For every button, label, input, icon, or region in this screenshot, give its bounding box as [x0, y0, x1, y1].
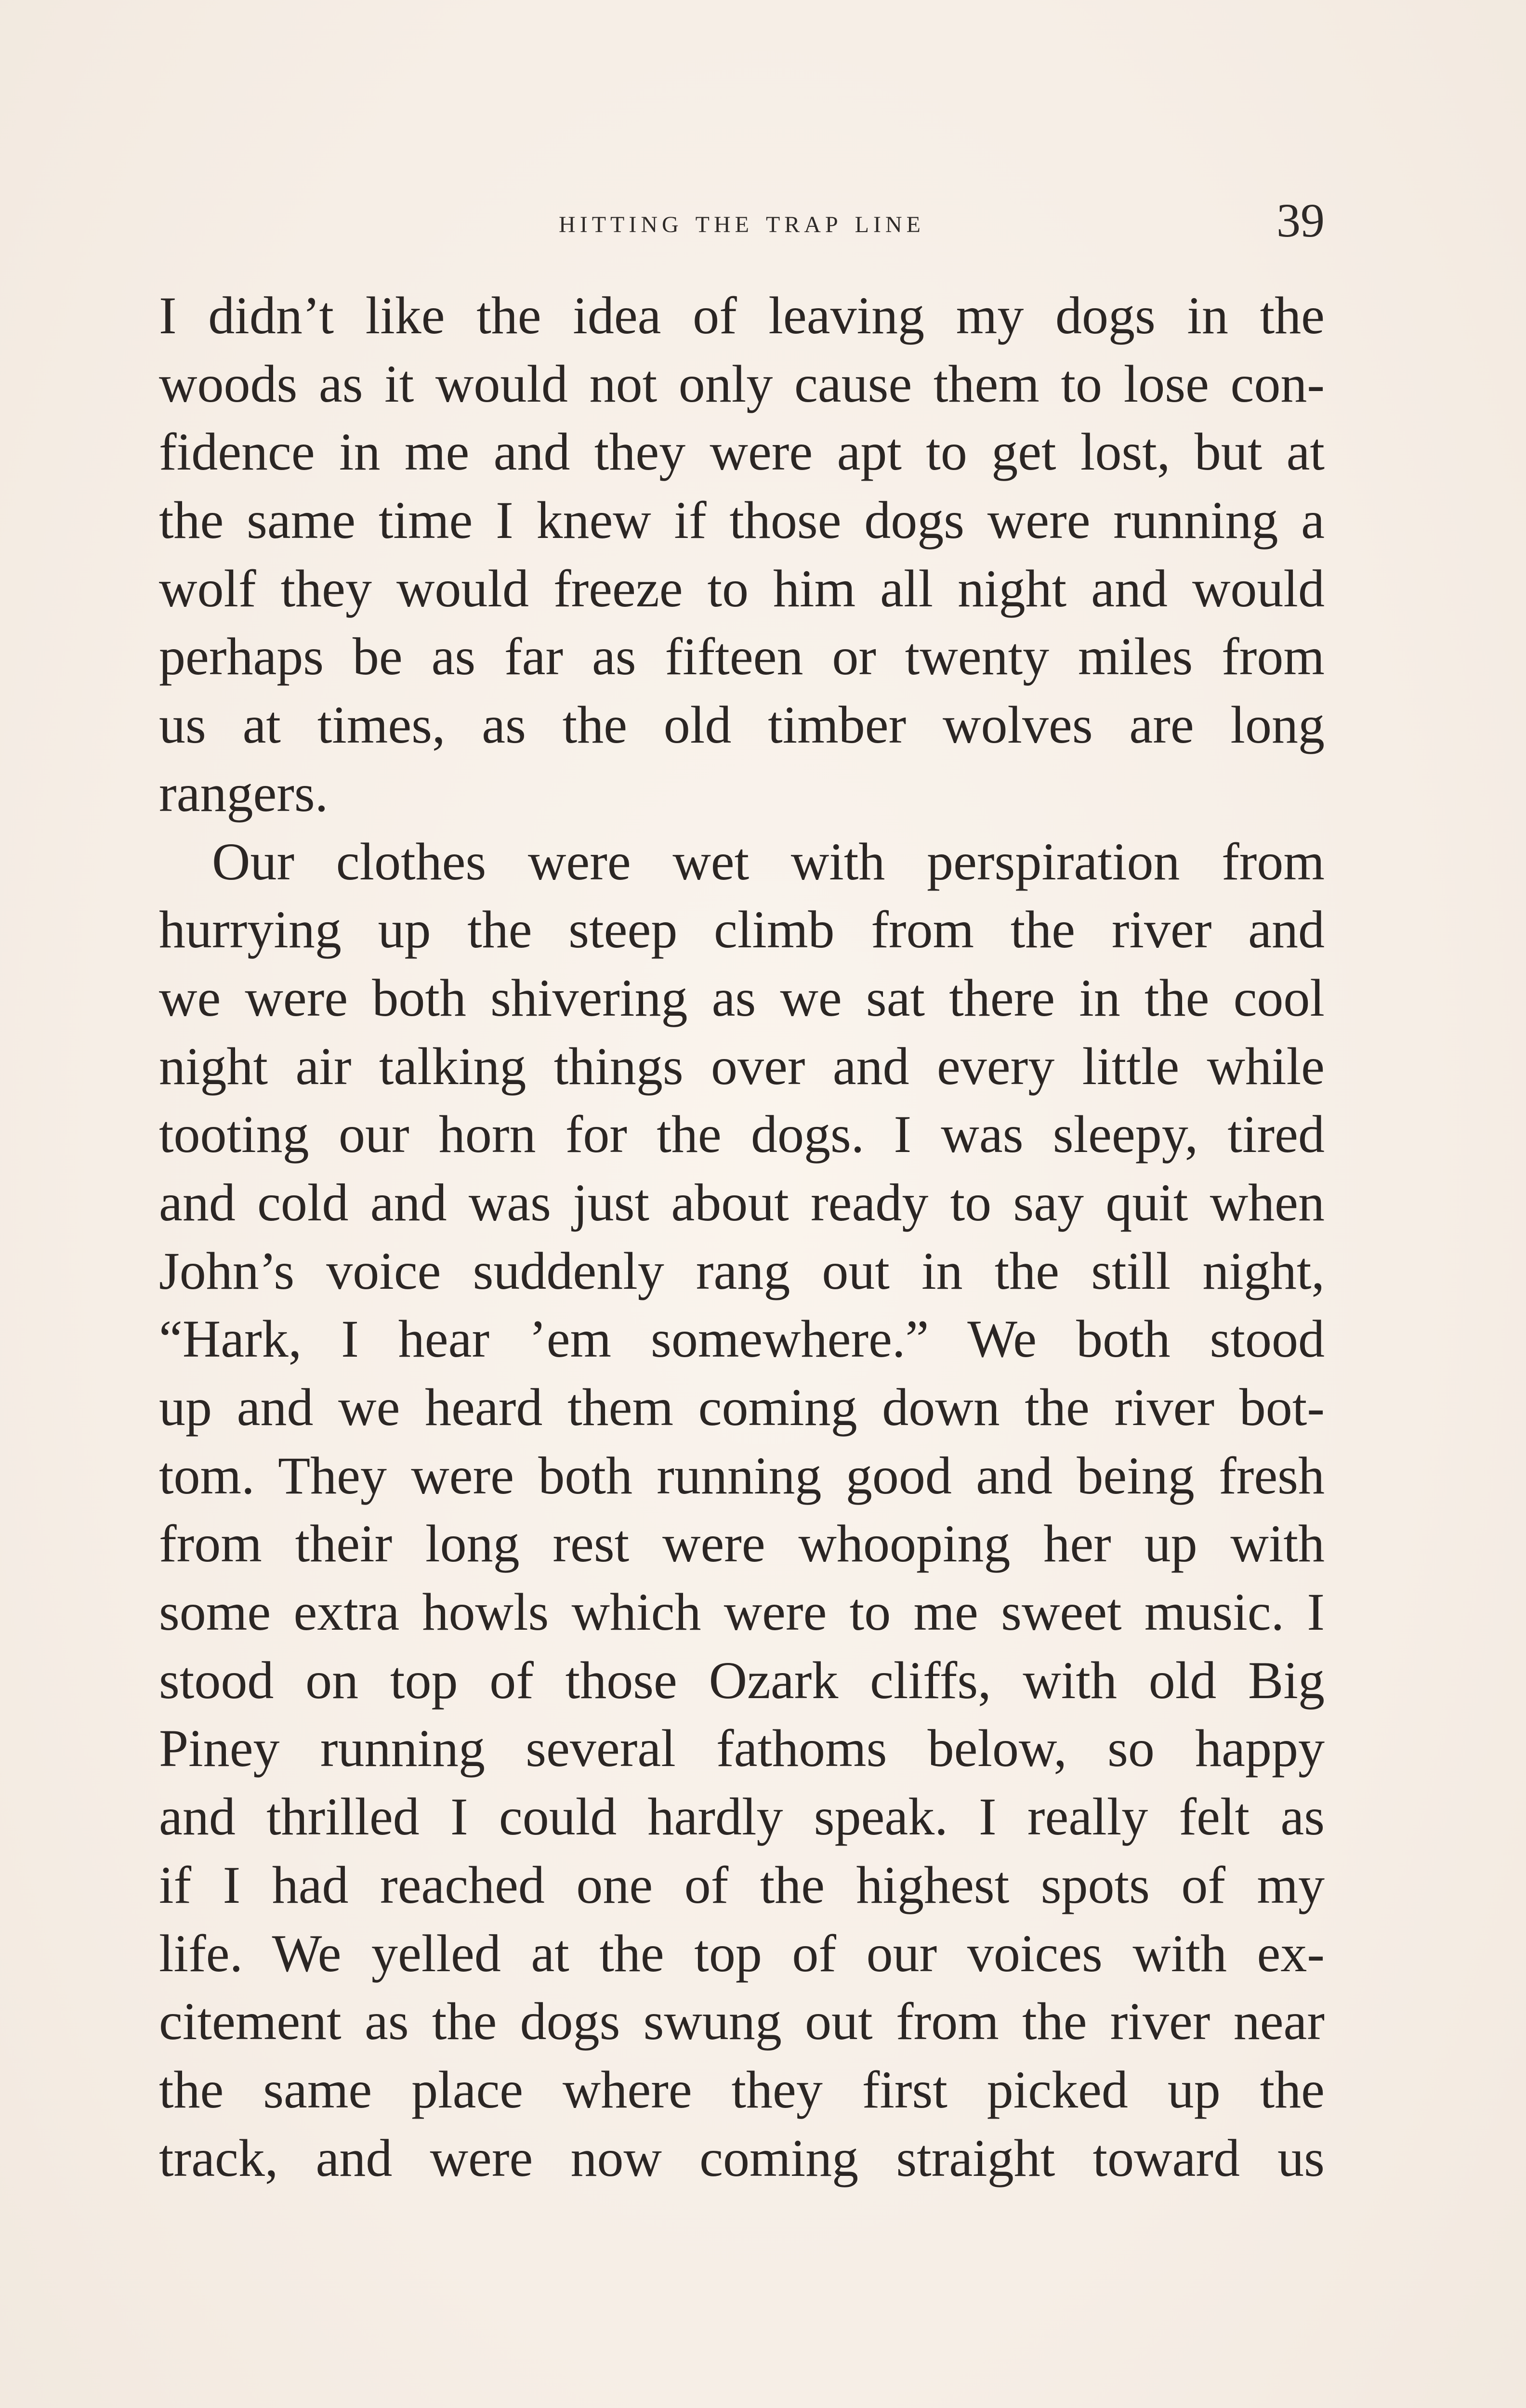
text-line: if I had reached one of the highest spots of my: [159, 1855, 1325, 1914]
text-line: stood on top of those Ozark cliffs, with old Big: [159, 1650, 1325, 1710]
text-line: Piney running several fathoms below, so happy: [159, 1719, 1325, 1778]
body-text: [159, 282, 1325, 2192]
text-line: us at times, as the old timber wolves are long: [159, 695, 1325, 755]
running-title: hitting the trap line: [559, 203, 925, 239]
text-line: up and we heard them coming down the river bot-: [159, 1378, 1325, 1437]
text-line: Our clothes were wet with perspiration from: [212, 832, 1325, 891]
text-line: hurrying up the steep climb from the river and: [159, 900, 1325, 959]
text-line: perhaps be as far as fifteen or twenty miles from: [159, 627, 1325, 686]
text-line: track, and were now coming straight toward us: [159, 2128, 1325, 2187]
text-line: tooting our horn for the dogs. I was sleepy, tired: [159, 1105, 1325, 1164]
text-line: and thrilled I could hardly speak. I really felt as: [159, 1787, 1325, 1846]
text-line: and cold and was just about ready to say quit when: [159, 1173, 1325, 1232]
text-line: rangers.: [159, 763, 329, 823]
text-line: life. We yelled at the top of our voices with ex-: [159, 1924, 1325, 1983]
text-line: fidence in me and they were apt to get lost, but at: [159, 422, 1325, 482]
text-line: some extra howls which were to me sweet music. I: [159, 1583, 1325, 1642]
page-number: 39: [1276, 194, 1325, 247]
text-line: the same time I knew if those dogs were running a: [159, 491, 1325, 550]
text-line: John’s voice suddenly rang out in the still night,: [159, 1241, 1325, 1300]
text-line: I didn’t like the idea of leaving my dogs in the: [159, 286, 1325, 345]
text-line: we were both shivering as we sat there in the cool: [159, 968, 1325, 1027]
text-line: from their long rest were whooping her up with: [159, 1514, 1325, 1573]
text-line: wolf they would freeze to him all night and would: [159, 559, 1325, 618]
text-line: “Hark, I hear ’em somewhere.” We both stood: [159, 1309, 1325, 1369]
text-line: woods as it would not only cause them to lose con-: [159, 354, 1325, 413]
text-line: citement as the dogs swung out from the river near: [159, 1992, 1325, 2051]
text-line: night air talking things over and every little while: [159, 1036, 1325, 1096]
text-line: tom. They were both running good and being fresh: [159, 1446, 1325, 1505]
text-line: the same place where they first picked up the: [159, 2060, 1325, 2119]
running-head: [159, 193, 1325, 260]
